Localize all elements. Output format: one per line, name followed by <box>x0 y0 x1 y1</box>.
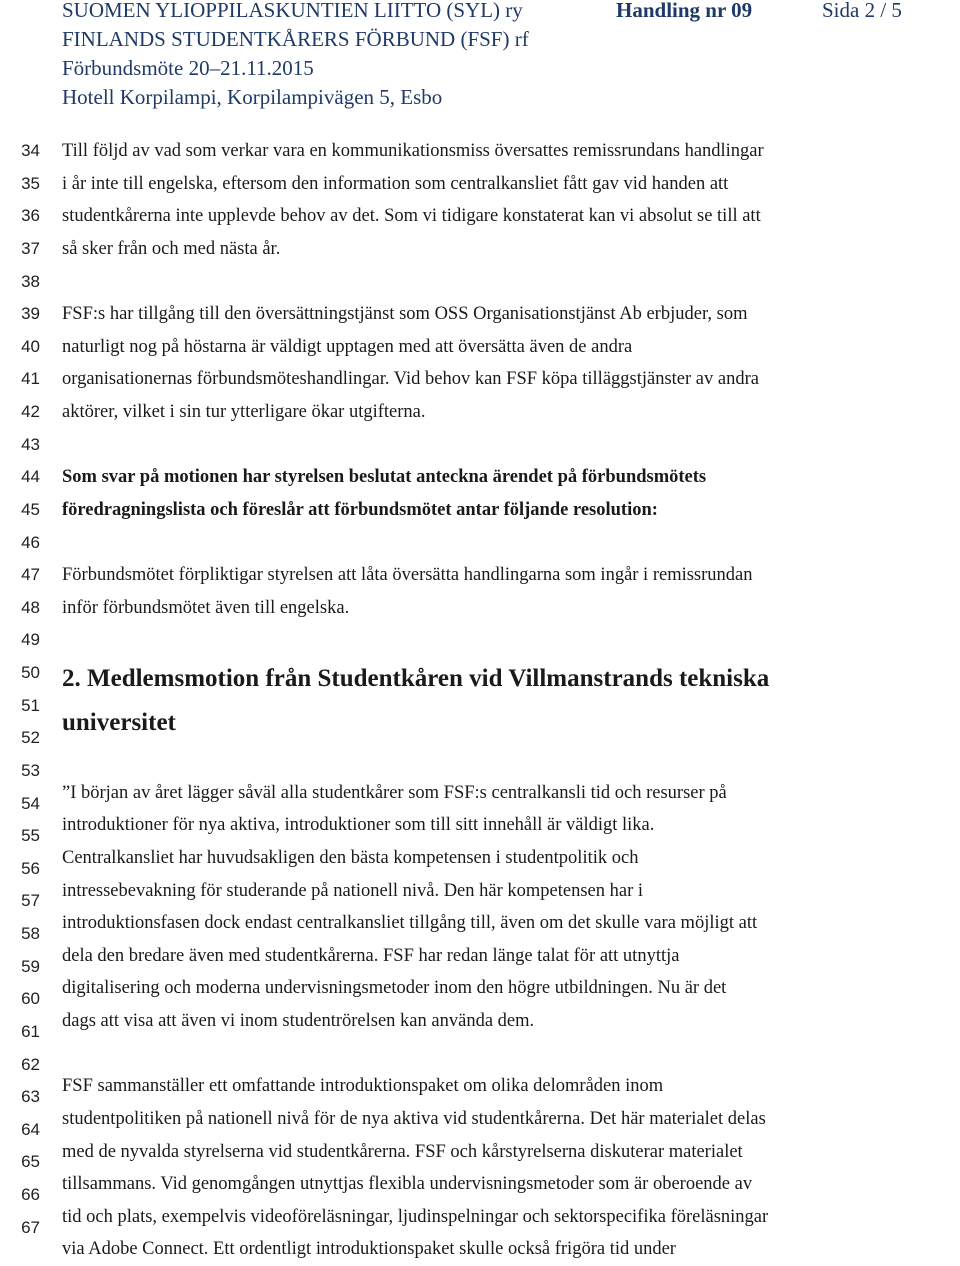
text-line: FSF sammanställer ett omfattande introduktionspaket om olika delområden inom <box>62 1076 664 1097</box>
line-number: 36 <box>21 206 40 226</box>
text-line: naturligt nog på höstarna är väldigt upptagen med att översätta även de andra <box>62 336 633 357</box>
line-number: 40 <box>21 336 40 356</box>
text-line: introduktioner för nya aktiva, introduktioner som till sitt innehåll är väldigt lika. <box>62 815 655 836</box>
line-number: 38 <box>21 271 40 291</box>
meeting-dates: Förbundsmöte 20–21.11.2015 <box>62 56 314 80</box>
document-body <box>62 135 960 1266</box>
text-line: med de nyvalda styrelserna vid studentkårerna. FSF och kårstyrelserna diskuterar materialet <box>62 1141 743 1162</box>
motion-paragraph-2 <box>62 1070 960 1266</box>
line-number: 60 <box>21 989 40 1009</box>
text-line: ”I början av året lägger såväl alla studentkårer som FSF:s centralkansli tid och resurser på <box>62 782 727 803</box>
text-line: aktörer, vilket i sin tur ytterligare ökar utgifterna. <box>62 402 426 422</box>
paragraph-gap <box>62 527 960 560</box>
text-line: så sker från och med nästa år. <box>62 238 281 259</box>
section-title-line: 2. Medlemsmotion från Studentkåren vid Villmanstrands tekniska <box>62 665 770 692</box>
paragraph-gap <box>62 624 960 657</box>
line-number: 55 <box>21 826 40 846</box>
line-number: 59 <box>21 956 40 976</box>
resolution-paragraph <box>62 559 960 624</box>
text-line: studentkårerna inte upplevde behov av det. Som vi tidigare konstaterat kan vi absolut se till att <box>62 206 761 227</box>
line-number: 54 <box>21 793 40 813</box>
text-line: digitalisering och moderna undervisningsmetoder inom den högre utbildningen. Nu är det <box>62 978 727 999</box>
text-line: Som svar på motionen har styrelsen beslutat anteckna ärendet på förbundsmötets <box>62 467 707 488</box>
section-title-line: universitet <box>62 708 176 736</box>
text-line: tillsammans. Vid genomgången utnyttjas flexibla undervisningsmetoder som är oberoende av <box>62 1174 753 1195</box>
line-number: 45 <box>21 499 40 519</box>
line-number: 43 <box>21 434 40 454</box>
section-heading <box>62 657 960 744</box>
line-number: 51 <box>21 695 40 715</box>
text-line: intressebevakning för studerande på nationell nivå. Den här kompetensen har i <box>62 880 644 901</box>
line-number: 34 <box>21 141 40 160</box>
line-number: 64 <box>21 1119 40 1139</box>
text-line: studentpolitiken på nationell nivå för de nya aktiva vid studentkårerna. Det här materialet delas <box>62 1108 766 1129</box>
text-line: föredragningslista och föreslår att förbundsmötet antar följande resolution: <box>62 499 658 520</box>
line-number: 39 <box>21 304 40 324</box>
page-number: Sida 2 / 5 <box>822 0 902 22</box>
line-number: 62 <box>21 1054 40 1074</box>
paragraph-gap <box>62 1038 960 1071</box>
line-number: 50 <box>21 663 40 682</box>
line-number: 48 <box>21 597 40 617</box>
line-number: 52 <box>21 728 40 748</box>
text-line: organisationernas förbundsmöteshandlingar. Vid behov kan FSF köpa tilläggstjänster av andra <box>62 369 759 390</box>
line-number: 66 <box>21 1185 40 1204</box>
line-number: 67 <box>21 1217 40 1237</box>
text-line: tid och plats, exempelvis videoföreläsningar, ljudinspelningar och sektorspecifika föreläsningar <box>62 1206 769 1227</box>
text-line: via Adobe Connect. Ett ordentligt introduktionspaket skulle också frigöra tid under <box>62 1239 676 1260</box>
line-number: 65 <box>21 1152 40 1172</box>
document-number: Handling nr 09 <box>616 0 753 22</box>
line-number: 56 <box>21 858 40 878</box>
line-number: 44 <box>21 467 40 487</box>
line-number: 49 <box>21 630 40 650</box>
line-number: 37 <box>21 238 40 258</box>
line-number: 47 <box>21 565 40 585</box>
text-line: i år inte till engelska, eftersom den information som centralkansliet fått gav vid handen att <box>62 173 729 194</box>
line-number: 61 <box>21 1021 40 1041</box>
line-number: 58 <box>21 924 40 943</box>
line-number: 63 <box>21 1087 40 1107</box>
text-line: Centralkansliet har huvudsakligen den bästa kompetensen i studentpolitik och <box>62 847 639 868</box>
board-decision-paragraph <box>62 461 960 526</box>
org-name-swedish: FINLANDS STUDENTKÅRERS FÖRBUND (FSF) rf <box>62 27 529 51</box>
text-line: Förbundsmötet förpliktigar styrelsen att låta översätta handlingarna som ingår i remissrundan <box>62 565 753 586</box>
translation-explanation-paragraph <box>62 135 960 266</box>
line-number: 41 <box>21 369 40 389</box>
line-number: 57 <box>21 891 40 911</box>
paragraph-gap <box>62 266 960 299</box>
text-line: dags att visa att även vi inom studentrörelsen kan använda dem. <box>62 1011 535 1031</box>
text-line: introduktionsfasen dock endast centralkansliet tillgång till, även om det skulle vara möjligt att <box>62 913 758 934</box>
text-line: FSF:s har tillgång till den översättningstjänst som OSS Organisationstjänst Ab erbjuder, som <box>62 304 748 325</box>
text-line: Till följd av vad som verkar vara en kommunikationsmiss översattes remissrundans handlingar <box>62 141 764 161</box>
line-number: 42 <box>21 402 40 421</box>
line-number: 46 <box>21 532 40 552</box>
text-line: inför förbundsmötet även till engelska. <box>62 597 350 618</box>
line-number-gutter <box>0 135 40 1244</box>
motion-paragraph-1 <box>62 777 960 1038</box>
paragraph-gap <box>62 429 960 462</box>
line-number: 35 <box>21 173 40 193</box>
page-header <box>0 0 960 110</box>
paragraph-gap <box>62 744 960 777</box>
translation-service-paragraph <box>62 298 960 429</box>
org-name-finnish: SUOMEN YLIOPPILASKUNTIEN LIITTO (SYL) ry <box>62 0 523 22</box>
meeting-venue: Hotell Korpilampi, Korpilampivägen 5, Esbo <box>62 85 443 109</box>
text-line: dela den bredare även med studentkårerna. FSF har redan länge talat för att utnyttja <box>62 945 680 966</box>
line-number: 53 <box>21 760 40 780</box>
